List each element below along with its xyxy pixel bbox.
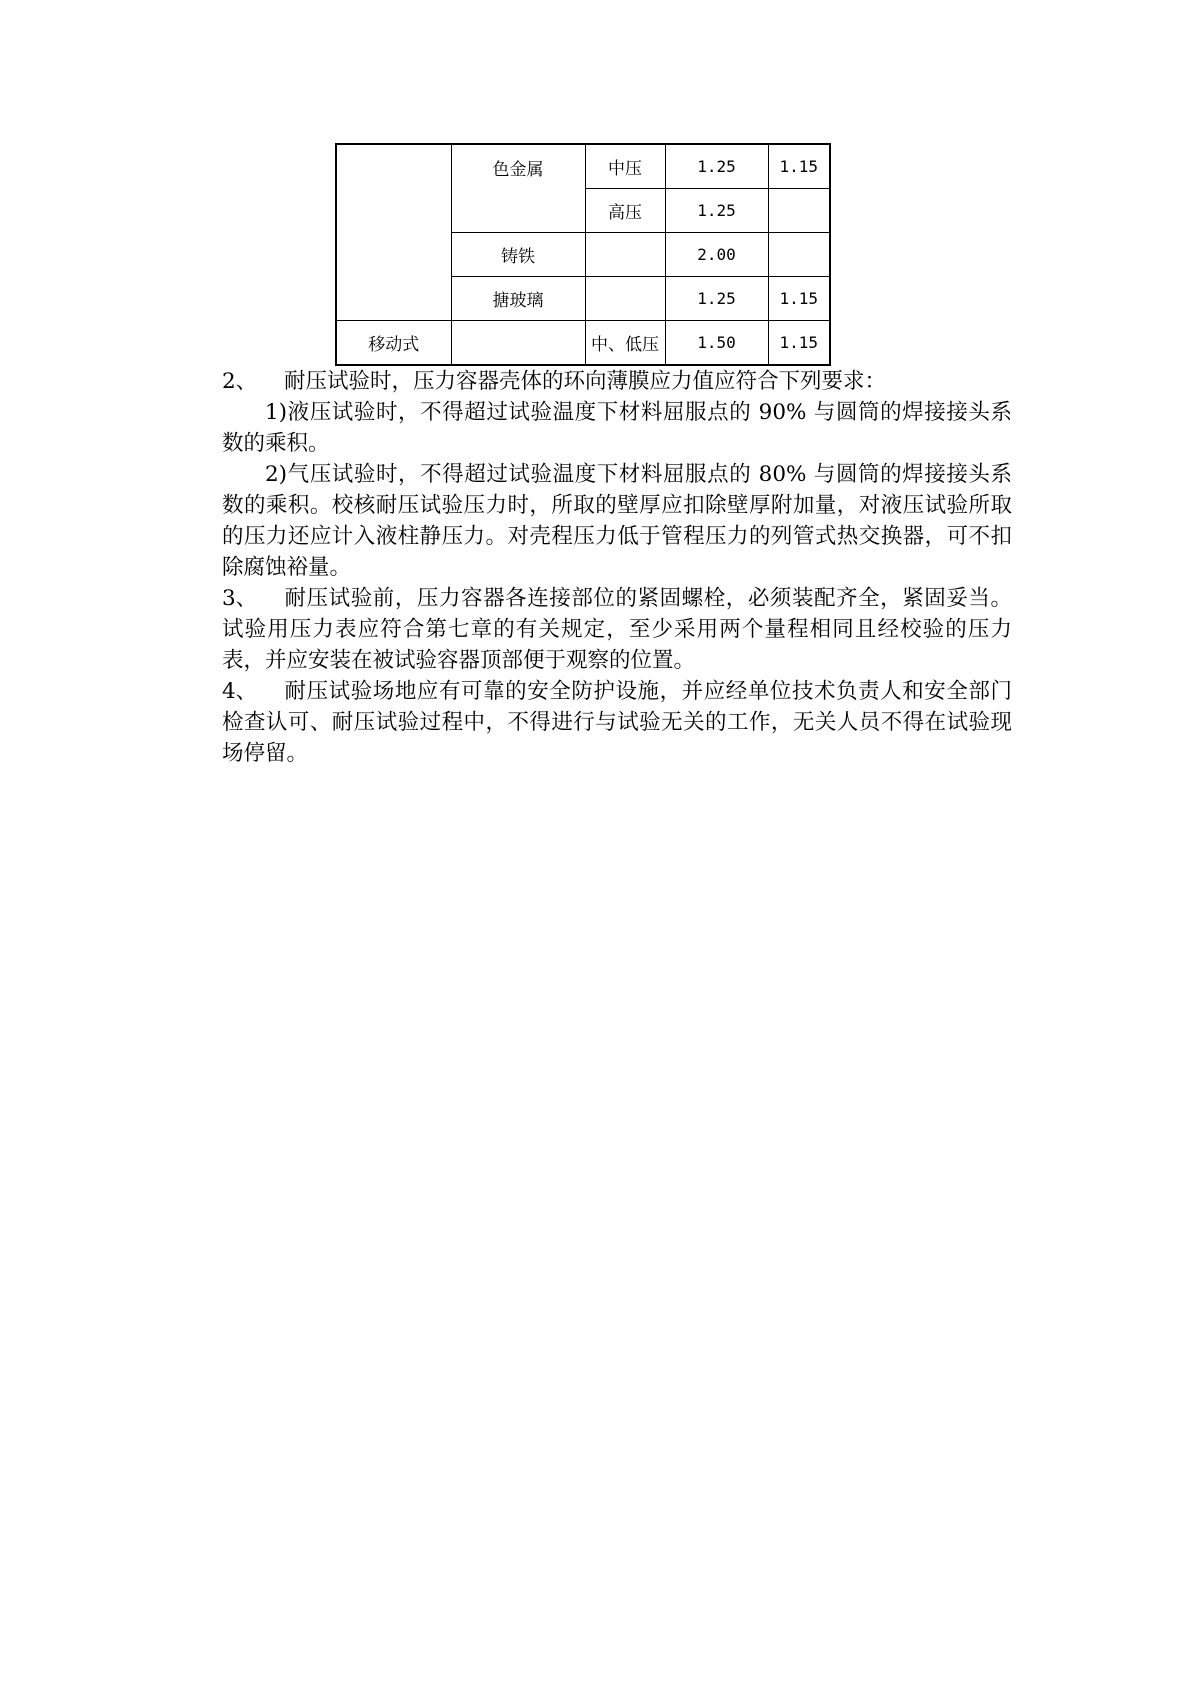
table-cell-gas-coefficient bbox=[768, 233, 830, 277]
paragraph-2 bbox=[222, 366, 1012, 397]
paragraph-number: 4、 bbox=[222, 679, 258, 704]
table-cell-container-type: 移动式 bbox=[336, 321, 451, 366]
table-cell-gas-coefficient bbox=[768, 189, 830, 233]
body-text bbox=[222, 366, 1012, 769]
table-cell-pressure-level bbox=[585, 233, 665, 277]
table-cell-material: 色金属 bbox=[451, 144, 585, 233]
table-cell-pressure-level bbox=[585, 277, 665, 321]
table-cell-material: 铸铁 bbox=[451, 233, 585, 277]
table-cell-material: 搪玻璃 bbox=[451, 277, 585, 321]
table-cell-liquid-coefficient: 2.00 bbox=[665, 233, 768, 277]
paragraph-2-item-1: 1)液压试验时，不得超过试验温度下材料屈服点的 90% 与圆筒的焊接接头系数的乘积。 bbox=[222, 400, 1012, 456]
table-cell-liquid-coefficient: 1.50 bbox=[665, 321, 768, 366]
table-cell-liquid-coefficient: 1.25 bbox=[665, 277, 768, 321]
paragraph-4 bbox=[222, 676, 1012, 769]
table-cell-gas-coefficient: 1.15 bbox=[768, 144, 830, 189]
pressure-coefficient-table-wrapper bbox=[335, 143, 831, 366]
paragraph-2-item-2: 2)气压试验时，不得超过试验温度下材料屈服点的 80% 与圆筒的焊接接头系数的乘积。校核耐压试验压力时，所取的壁厚应扣除壁厚附加量，对液压试验所取的压力还应计入液柱静压力。对壳程压力低于管程压力的列管式热交换器，可不扣除腐蚀裕量。 bbox=[222, 462, 1012, 580]
table-cell-liquid-coefficient: 1.25 bbox=[665, 144, 768, 189]
table-cell-material bbox=[451, 321, 585, 366]
paragraph-text: 耐压试验前，压力容器各连接部位的紧固螺栓，必须装配齐全，紧固妥当。试验用压力表应符合第七章的有关规定，至少采用两个量程相同且经校验的压力表，并应安装在被试验容器顶部便于观察的位置。 bbox=[222, 586, 1012, 673]
pressure-coefficient-table bbox=[335, 143, 831, 366]
table-row bbox=[336, 144, 830, 189]
table-cell-pressure-level: 高压 bbox=[585, 189, 665, 233]
paragraph-text: 耐压试验场地应有可靠的安全防护设施，并应经单位技术负责人和安全部门检查认可、耐压试验过程中，不得进行与试验无关的工作，无关人员不得在试验现场停留。 bbox=[222, 679, 1012, 766]
table-row bbox=[336, 321, 830, 366]
paragraph-number: 3、 bbox=[222, 586, 258, 611]
paragraph-3 bbox=[222, 583, 1012, 676]
paragraph-text: 耐压试验时，压力容器壳体的环向薄膜应力值应符合下列要求： bbox=[284, 369, 887, 394]
table-cell-pressure-level: 中、低压 bbox=[585, 321, 665, 366]
table-cell-gas-coefficient: 1.15 bbox=[768, 277, 830, 321]
table-cell-liquid-coefficient: 1.25 bbox=[665, 189, 768, 233]
table-cell-gas-coefficient: 1.15 bbox=[768, 321, 830, 366]
paragraph-number: 2、 bbox=[222, 369, 258, 394]
table-cell-empty-merged bbox=[336, 144, 451, 321]
table-cell-pressure-level: 中压 bbox=[585, 144, 665, 189]
